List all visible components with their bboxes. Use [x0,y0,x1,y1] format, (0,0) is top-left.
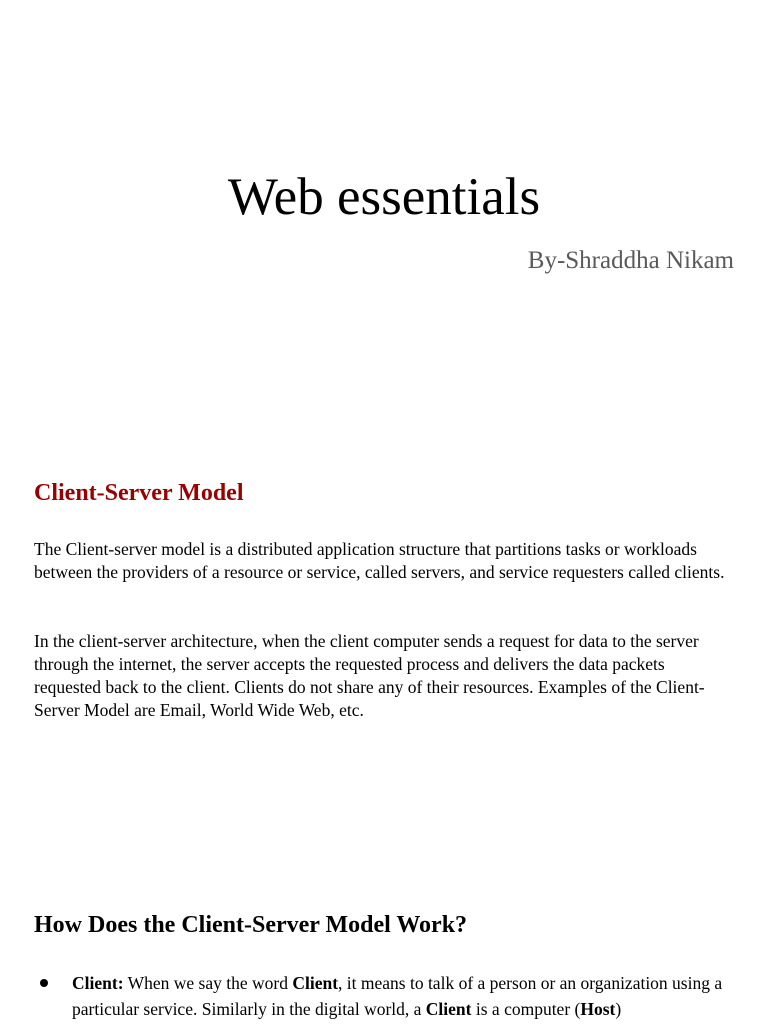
list-item-text: , it means to talk of a person or an organization using a particular service. Similarly in the digital world, a [72,973,723,1019]
bold-word: Host [580,999,616,1019]
section-heading: Client-Server Model [34,480,244,506]
list-item-text: is a computer ( [471,999,581,1019]
bullet-list [34,970,734,1022]
paragraph-definition: The Client-server model is a distributed application structure that partitions tasks or workloads between the providers of a resource or service, called servers, and service requesters called clients. [34,539,725,582]
bullet-icon [40,979,48,987]
paragraph-architecture: In the client-server architecture, when the client computer sends a request for data to the server through the internet, the server accepts the requested process and delivers the data packets requested back to the client. Clients do not share any of their resources. Examples of the Client-Server Model are Email, World Wide Web, etc. [34,631,705,720]
list-item [34,970,734,1022]
list-item-text: When we say the word [123,973,293,993]
subheading-how-it-works: How Does the Client-Server Model Work? [34,912,468,938]
bold-word: Client [292,973,339,993]
bold-word: Client [425,999,472,1019]
document-author: By-Shraddha Nikam [527,247,734,274]
list-item-text: ) [615,999,622,1019]
term-client: Client: [72,973,124,993]
document-title: Web essentials [227,168,541,226]
